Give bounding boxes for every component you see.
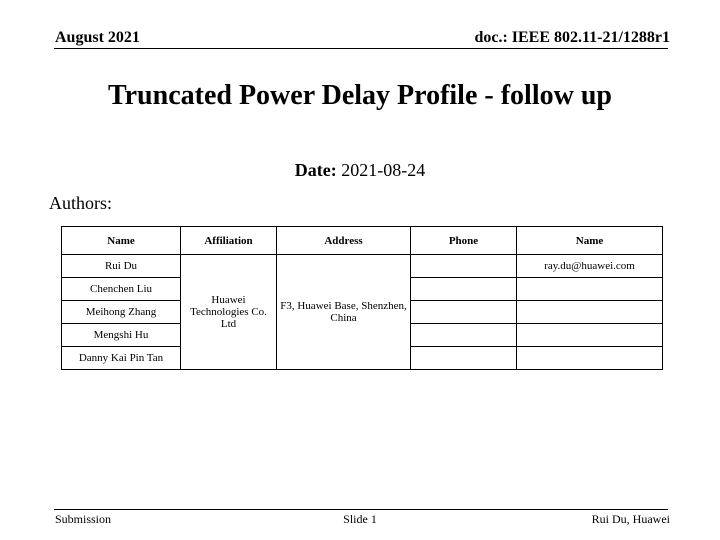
author-name: Chenchen Liu [62,278,181,301]
header-divider [54,48,668,49]
author-phone [411,324,517,347]
date-label: Date: [294,160,337,180]
author-email [517,278,663,301]
column-header-address: Address [277,227,411,255]
footer-slide-number: Slide 1 [343,512,377,526]
column-header-affiliation: Affiliation [181,227,277,255]
table-header-row [62,227,663,255]
author-affiliation: Huawei Technologies Co. Ltd [181,255,277,370]
author-name: Rui Du [62,255,181,278]
author-email [517,347,663,370]
author-name: Meihong Zhang [62,301,181,324]
footer-submission: Submission [55,512,112,526]
author-phone [411,255,517,278]
authors-table [61,226,663,370]
column-header-name: Name [62,227,181,255]
authors-label: Authors: [49,193,112,213]
header-doc-id: doc.: IEEE 802.11-21/1288r1 [474,29,670,46]
author-name: Danny Kai Pin Tan [62,347,181,370]
author-name: Mengshi Hu [62,324,181,347]
table-row [62,255,663,278]
author-email [517,301,663,324]
column-header-phone: Phone [411,227,517,255]
header-date: August 2021 [55,29,140,46]
author-phone [411,278,517,301]
column-header-email: Name [517,227,663,255]
author-address: F3, Huawei Base, Shenzhen, China [277,255,411,370]
author-phone [411,301,517,324]
author-phone [411,347,517,370]
footer-author: Rui Du, Huawei [591,512,670,526]
date-line [0,160,720,181]
footer-divider [54,509,668,510]
date-value: 2021-08-24 [341,160,426,180]
author-email: ray.du@huawei.com [517,255,663,278]
author-email [517,324,663,347]
slide-title: Truncated Power Delay Profile - follow up [108,80,612,111]
